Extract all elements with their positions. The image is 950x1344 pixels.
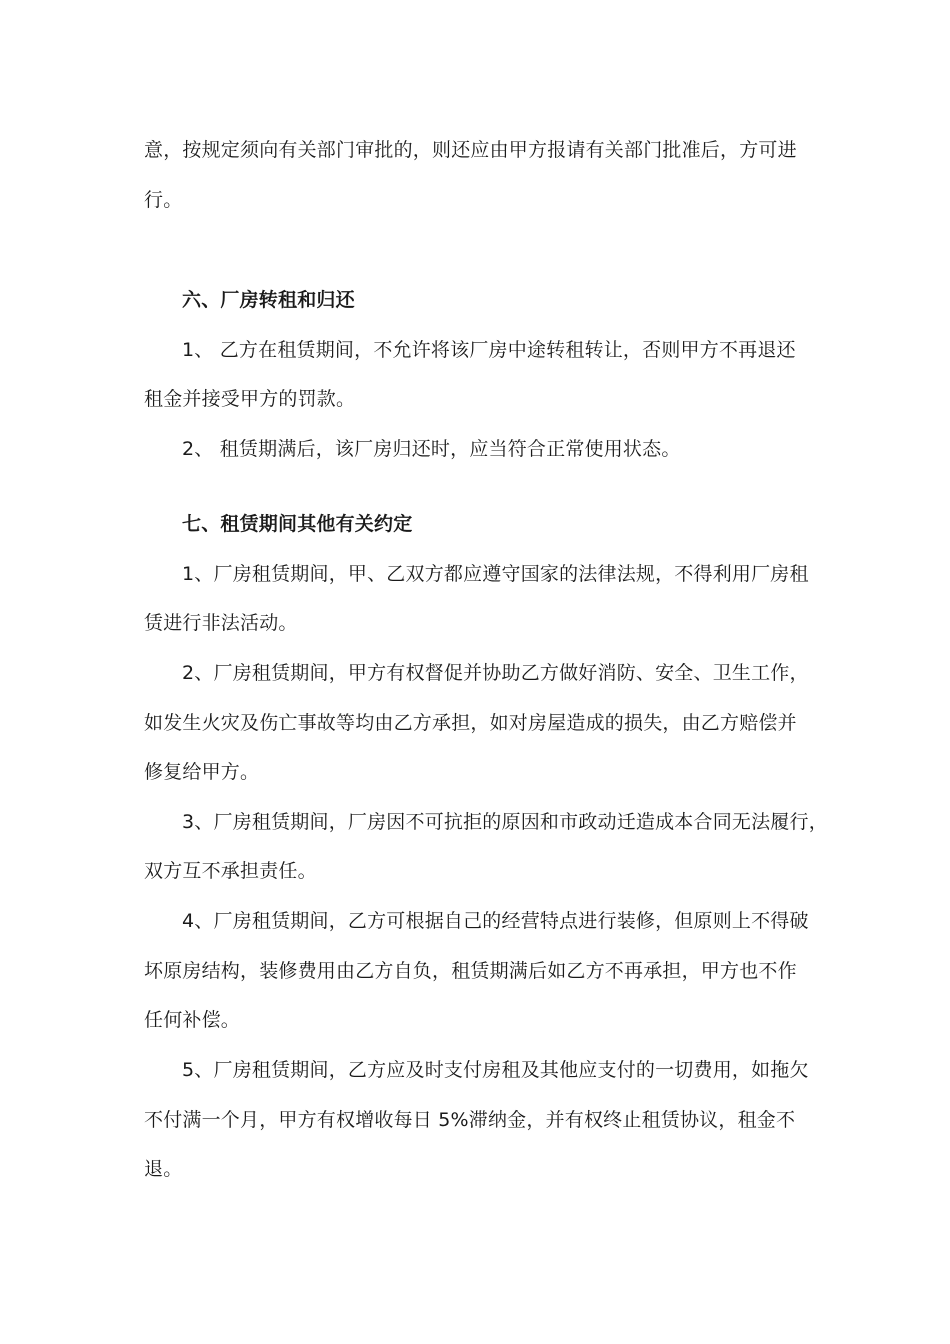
paragraph-line: 1、 乙方在租赁期间，不允许将该厂房中途转租转让，否则甲方不再退还	[182, 339, 796, 361]
paragraph-line: 坏原房结构，装修费用由乙方自负，租赁期满后如乙方不再承担，甲方也不作	[144, 960, 797, 982]
paragraph-line: 租金并接受甲方的罚款。	[144, 388, 356, 410]
paragraph-line: 如发生火灾及伤亡事故等均由乙方承担，如对房屋造成的损失，由乙方赔偿并	[144, 712, 797, 734]
paragraph-line: 1、厂房租赁期间，甲、乙双方都应遵守国家的法律法规，不得利用厂房租	[182, 563, 809, 585]
paragraph-line: 4、厂房租赁期间，乙方可根据自己的经营特点进行装修，但原则上不得破	[182, 910, 809, 932]
paragraph-line: 5、厂房租赁期间，乙方应及时支付房租及其他应支付的一切费用，如拖欠	[182, 1059, 809, 1081]
paragraph-line: 3、厂房租赁期间，厂房因不可抗拒的原因和市政动迁造成本合同无法履行，	[182, 811, 828, 833]
section-heading-6: 六、厂房转租和归还	[182, 289, 355, 311]
paragraph-line: 行。	[144, 189, 183, 211]
paragraph-line: 退。	[144, 1158, 183, 1180]
paragraph-line: 意，按规定须向有关部门审批的，则还应由甲方报请有关部门批准后，方可进	[144, 139, 797, 161]
section-heading-7: 七、租赁期间其他有关约定	[182, 513, 413, 535]
paragraph-line: 2、 租赁期满后，该厂房归还时，应当符合正常使用状态。	[182, 438, 681, 460]
paragraph-line: 不付满一个月，甲方有权增收每日 5%滞纳金，并有权终止租赁协议，租金不	[144, 1109, 796, 1131]
paragraph-line: 修复给甲方。	[144, 761, 260, 783]
paragraph-line: 赁进行非法活动。	[144, 612, 298, 634]
paragraph-line: 任何补偿。	[144, 1009, 241, 1031]
paragraph-line: 2、厂房租赁期间，甲方有权督促并协助乙方做好消防、安全、卫生工作，	[182, 662, 809, 684]
paragraph-line: 双方互不承担责任。	[144, 860, 317, 882]
